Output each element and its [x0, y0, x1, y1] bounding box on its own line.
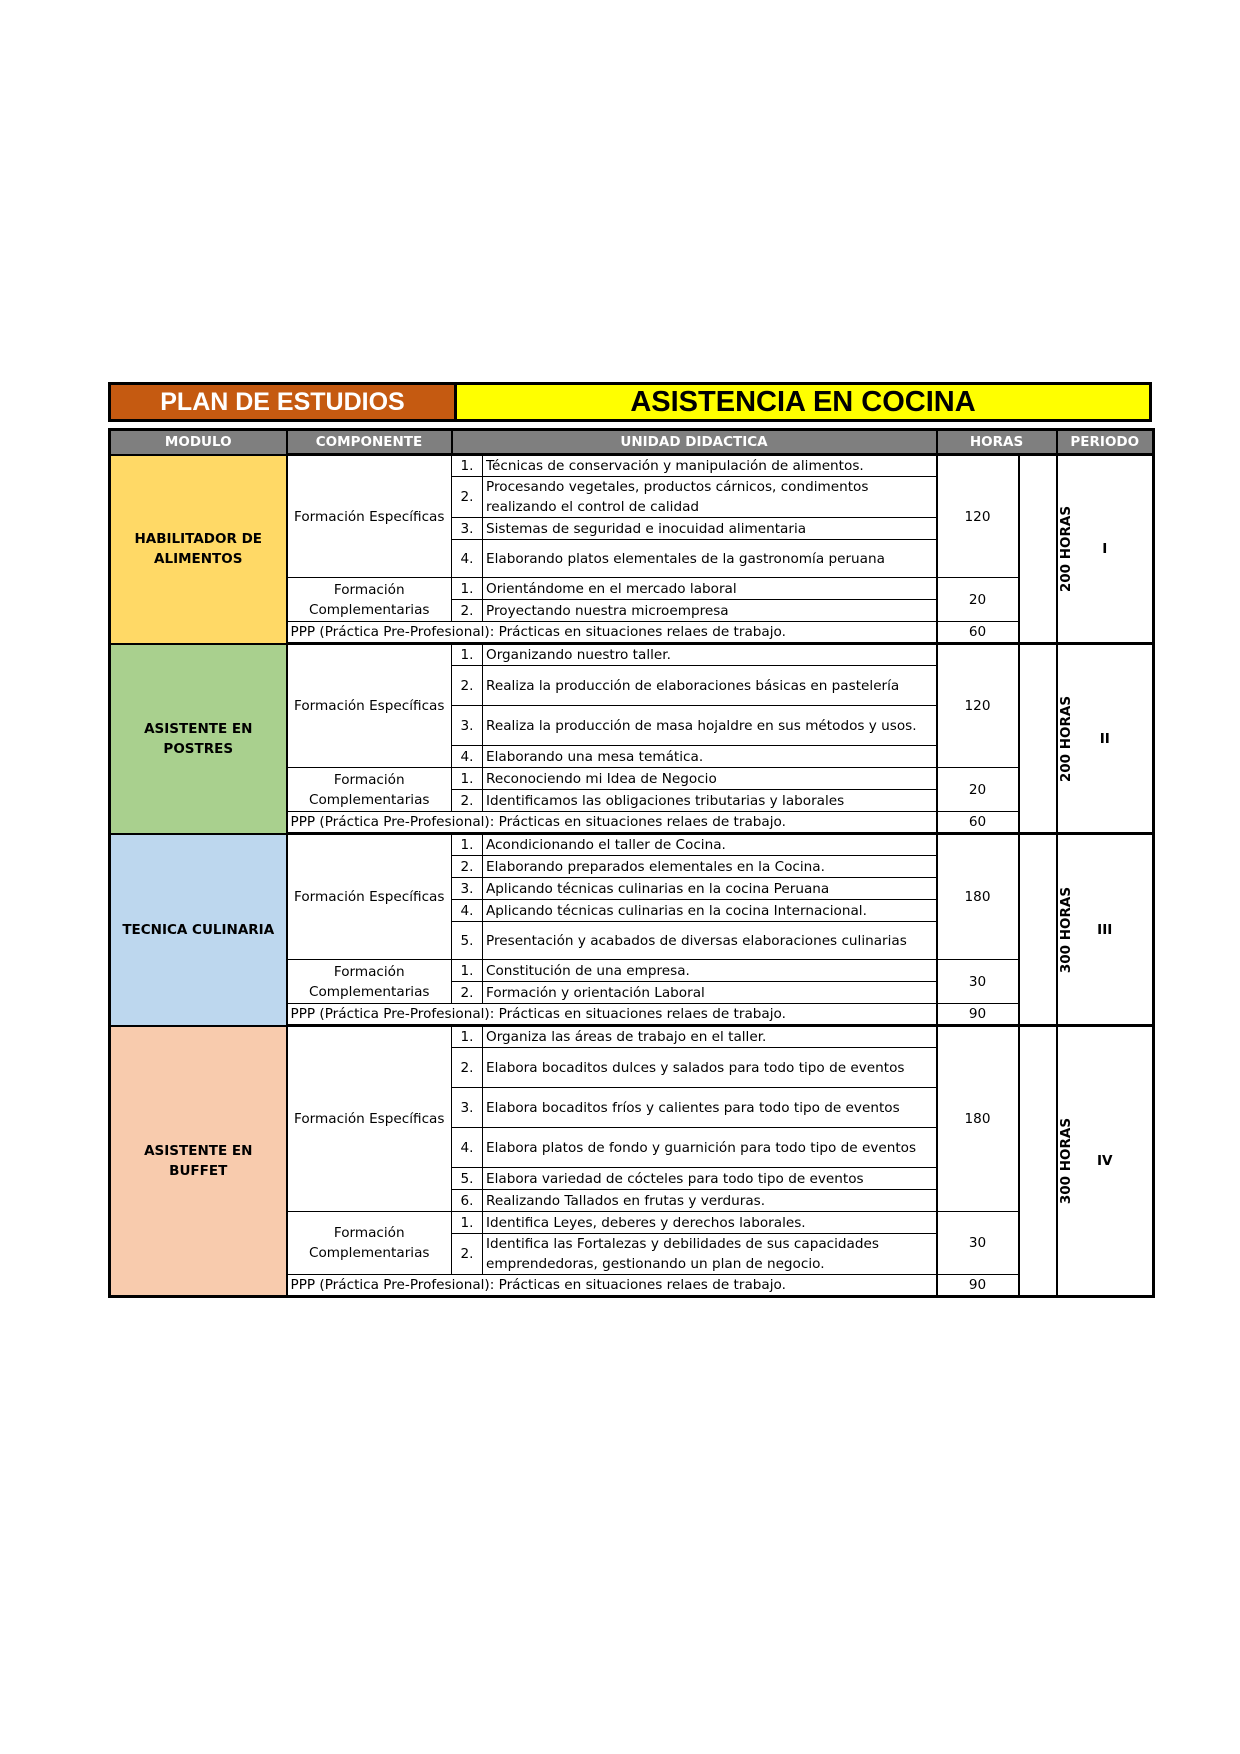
hours-especificas: 180 [937, 834, 1019, 960]
unit-title: Elaborando una mesa temática. [483, 746, 937, 768]
header-componente: COMPONENTE [287, 430, 452, 455]
module-period: III [1057, 834, 1154, 1026]
unit-title: Elabora bocaditos fríos y calientes para todo tipo de eventos [483, 1088, 937, 1128]
unit-title: Formación y orientación Laboral [483, 982, 937, 1004]
module-period: IV [1057, 1026, 1154, 1297]
unit-number: 3. [452, 878, 483, 900]
unit-number: 2. [452, 982, 483, 1004]
component-complementarias: Formación Complementarias [287, 768, 452, 812]
unit-title: Elaborando preparados elementales en la Cocina. [483, 856, 937, 878]
component-especificas: Formación Específicas [287, 455, 452, 578]
unit-title: Realiza la producción de masa hojaldre en sus métodos y usos. [483, 706, 937, 746]
header-modulo: MODULO [110, 430, 287, 455]
unit-number: 1. [452, 1026, 483, 1048]
header-periodo: PERIODO [1057, 430, 1154, 455]
unit-number: 1. [452, 960, 483, 982]
ppp-text: PPP (Práctica Pre-Profesional): Prácticas en situaciones relaes de trabajo. [287, 812, 937, 834]
hours-especificas: 120 [937, 644, 1019, 768]
module-name: ASISTENTE EN POSTRES [110, 644, 287, 834]
total-hours-label: 200 HORAS [1057, 695, 1074, 782]
unit-title: Elabora bocaditos dulces y salados para todo tipo de eventos [483, 1048, 937, 1088]
unit-title: Sistemas de seguridad e inocuidad alimentaria [483, 518, 937, 540]
unit-title: Elabora variedad de cócteles para todo tipo de eventos [483, 1168, 937, 1190]
total-hours-label: 300 HORAS [1057, 886, 1074, 973]
hours-complementarias: 30 [937, 960, 1019, 1004]
unit-title: Constitución de una empresa. [483, 960, 937, 982]
component-especificas: Formación Específicas [287, 1026, 452, 1212]
module-total-hours [1019, 1026, 1074, 1297]
component-especificas: Formación Específicas [287, 644, 452, 768]
unit-title: Realiza la producción de elaboraciones básicas en pastelería [483, 666, 937, 706]
unit-title: Identificamos las obligaciones tributarias y laborales [483, 790, 937, 812]
program-title: ASISTENCIA EN COCINA [457, 385, 1149, 419]
unit-row [110, 644, 1154, 666]
unit-row [110, 455, 1154, 477]
module-period: I [1057, 455, 1154, 644]
unit-title: Reconociendo mi Idea de Negocio [483, 768, 937, 790]
component-complementarias: Formación Complementarias [287, 578, 452, 622]
unit-title: Identifica Leyes, deberes y derechos laborales. [483, 1212, 937, 1234]
unit-title: Orientándome en el mercado laboral [483, 578, 937, 600]
hours-especificas: 180 [937, 1026, 1019, 1212]
unit-title: Elabora platos de fondo y guarnición para todo tipo de eventos [483, 1128, 937, 1168]
unit-title: Realizando Tallados en frutas y verduras. [483, 1190, 937, 1212]
module-total-hours [1019, 834, 1074, 1026]
hours-complementarias: 20 [937, 578, 1019, 622]
unit-title: Acondicionando el taller de Cocina. [483, 834, 937, 856]
unit-row [110, 834, 1154, 856]
unit-title: Aplicando técnicas culinarias en la cocina Internacional. [483, 900, 937, 922]
total-hours-label: 300 HORAS [1057, 1117, 1074, 1205]
unit-number: 1. [452, 578, 483, 600]
study-plan-table [108, 428, 1155, 1298]
unit-title: Elaborando platos elementales de la gastronomía peruana [483, 540, 937, 578]
unit-number: 4. [452, 1128, 483, 1168]
unit-number: 5. [452, 922, 483, 960]
ppp-hours: 60 [937, 622, 1019, 644]
module-period: II [1057, 644, 1154, 834]
unit-number: 1. [452, 1212, 483, 1234]
unit-title: Organizando nuestro taller. [483, 644, 937, 666]
unit-number: 2. [452, 856, 483, 878]
unit-number: 4. [452, 746, 483, 768]
component-complementarias: Formación Complementarias [287, 1212, 452, 1275]
unit-number: 1. [452, 768, 483, 790]
unit-number: 1. [452, 834, 483, 856]
component-especificas: Formación Específicas [287, 834, 452, 960]
component-complementarias: Formación Complementarias [287, 960, 452, 1004]
unit-title: Proyectando nuestra microempresa [483, 600, 937, 622]
header-horas: HORAS [937, 430, 1057, 455]
unit-number: 2. [452, 600, 483, 622]
unit-title: Técnicas de conservación y manipulación de alimentos. [483, 455, 937, 477]
module-name: ASISTENTE EN BUFFET [110, 1026, 287, 1297]
total-hours-label: 200 HORAS [1057, 505, 1074, 593]
unit-title: Presentación y acabados de diversas elaboraciones culinarias [483, 922, 937, 960]
ppp-text: PPP (Práctica Pre-Profesional): Prácticas en situaciones relaes de trabajo. [287, 1275, 937, 1297]
ppp-text: PPP (Práctica Pre-Profesional): Prácticas en situaciones relaes de trabajo. [287, 1004, 937, 1026]
module-name: HABILITADOR DE ALIMENTOS [110, 455, 287, 644]
unit-title: Aplicando técnicas culinarias en la cocina Peruana [483, 878, 937, 900]
unit-number: 2. [452, 1048, 483, 1088]
hours-complementarias: 30 [937, 1212, 1019, 1275]
header-unidad: UNIDAD DIDACTICA [452, 430, 937, 455]
module-name: TECNICA CULINARIA [110, 834, 287, 1026]
unit-number: 4. [452, 540, 483, 578]
plan-body [110, 455, 1154, 1297]
unit-number: 2. [452, 790, 483, 812]
unit-number: 3. [452, 518, 483, 540]
unit-number: 3. [452, 706, 483, 746]
ppp-text: PPP (Práctica Pre-Profesional): Prácticas en situaciones relaes de trabajo. [287, 622, 937, 644]
module-total-hours [1019, 455, 1074, 644]
unit-title: Identifica las Fortalezas y debilidades de sus capacidades emprendedoras, gestionando un plan de negocio. [483, 1234, 937, 1275]
unit-number: 3. [452, 1088, 483, 1128]
unit-title: Procesando vegetales, productos cárnicos, condimentos realizando el control de calidad [483, 477, 937, 518]
ppp-hours: 90 [937, 1004, 1019, 1026]
plan-title: PLAN DE ESTUDIOS [111, 385, 457, 419]
unit-number: 2. [452, 477, 483, 518]
unit-number: 2. [452, 666, 483, 706]
title-bar [108, 382, 1152, 422]
hours-especificas: 120 [937, 455, 1019, 578]
unit-number: 4. [452, 900, 483, 922]
hours-complementarias: 20 [937, 768, 1019, 812]
ppp-hours: 90 [937, 1275, 1019, 1297]
unit-number: 6. [452, 1190, 483, 1212]
unit-number: 2. [452, 1234, 483, 1275]
ppp-hours: 60 [937, 812, 1019, 834]
unit-number: 1. [452, 455, 483, 477]
header-row [110, 430, 1154, 455]
module-total-hours [1019, 644, 1074, 834]
unit-title: Organiza las áreas de trabajo en el taller. [483, 1026, 937, 1048]
unit-number: 5. [452, 1168, 483, 1190]
unit-number: 1. [452, 644, 483, 666]
unit-row [110, 1026, 1154, 1048]
